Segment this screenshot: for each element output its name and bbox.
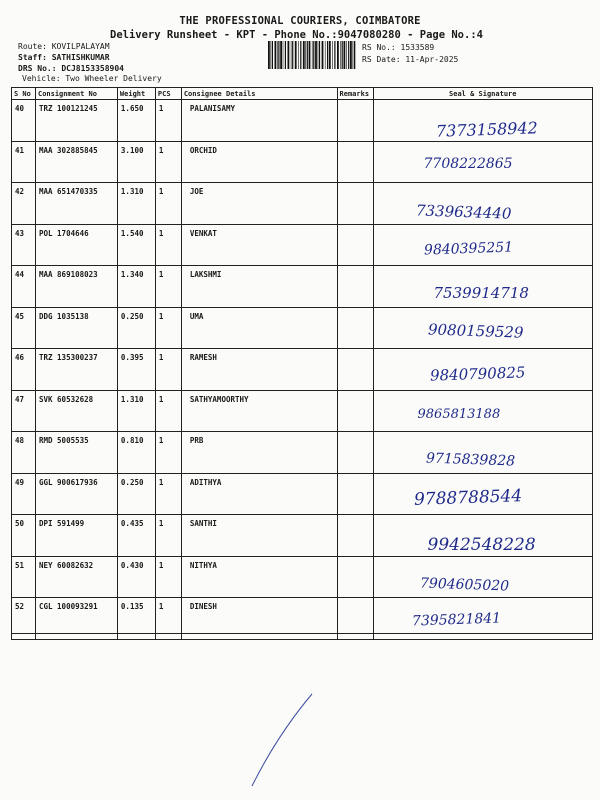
row-remarks [337, 556, 373, 598]
row-consignment: SVK 60532628 [35, 390, 117, 432]
row-weight: 1.340 [117, 266, 155, 308]
row-consignment: MAA 869108023 [35, 266, 117, 308]
row-remarks [337, 266, 373, 308]
handwritten-signature: 9080159529 [427, 319, 524, 342]
row-signature-cell [373, 141, 592, 183]
row-pcs: 1 [155, 598, 181, 640]
row-remarks [337, 390, 373, 432]
handwritten-signature: 7708222865 [423, 155, 513, 172]
table-row [12, 349, 593, 391]
drs-label: DRS No.: DCJ8153358904 [18, 64, 124, 73]
row-weight: 1.310 [117, 183, 155, 225]
row-consignee: LAKSHMI [181, 266, 337, 308]
row-consignment: TRZ 100121245 [35, 100, 117, 142]
row-signature-cell [373, 349, 592, 391]
row-remarks [337, 183, 373, 225]
col-pcs: PCS [155, 88, 181, 100]
table-bottom-rule [11, 633, 593, 634]
col-consignment: Consignment No [35, 88, 117, 100]
row-remarks [337, 224, 373, 266]
col-signature: Seal & Signature [373, 88, 592, 100]
sheet-title: THE PROFESSIONAL COURIERS, COIMBATORE [179, 15, 421, 27]
handwritten-signature: 7539914718 [433, 284, 529, 302]
row-pcs: 1 [155, 556, 181, 598]
row-signature-cell [373, 266, 592, 308]
row-pcs: 1 [155, 390, 181, 432]
row-sno: 46 [12, 349, 36, 391]
row-weight: 1.310 [117, 390, 155, 432]
table-row [12, 432, 593, 474]
row-pcs: 1 [155, 224, 181, 266]
row-sno: 42 [12, 183, 36, 225]
row-sno: 52 [12, 598, 36, 640]
delivery-table [11, 87, 593, 640]
row-consignment: NEY 60082632 [35, 556, 117, 598]
sheet-subtitle: Delivery Runsheet - KPT - Phone No.:9047080280 - Page No.:4 [110, 29, 483, 41]
handwritten-signature: 7395821841 [411, 610, 501, 630]
table-row [12, 266, 593, 308]
row-pcs: 1 [155, 266, 181, 308]
row-consignee: VENKAT [181, 224, 337, 266]
handwritten-signature: 9865813188 [417, 406, 501, 422]
handwritten-signature: 7339634440 [415, 201, 512, 223]
row-consignment: DDG 1035138 [35, 307, 117, 349]
row-weight: 0.135 [117, 598, 155, 640]
row-remarks [337, 100, 373, 142]
col-weight: Weight [117, 88, 155, 100]
row-sno: 45 [12, 307, 36, 349]
row-consignee: JOE [181, 183, 337, 225]
row-remarks [337, 349, 373, 391]
table-row [12, 473, 593, 515]
row-consignee: RAMESH [181, 349, 337, 391]
vehicle-label: Vehicle: Two Wheeler Delivery [22, 74, 162, 83]
row-consignment: GGL 900617936 [35, 473, 117, 515]
row-pcs: 1 [155, 183, 181, 225]
row-signature-cell [373, 556, 592, 598]
row-pcs: 1 [155, 141, 181, 183]
table-row [12, 100, 593, 142]
pen-mark [240, 690, 320, 790]
row-sno: 51 [12, 556, 36, 598]
staff-label: Staff: SATHISHKUMAR [18, 53, 110, 62]
handwritten-signature: 9840395251 [423, 238, 513, 259]
row-pcs: 1 [155, 515, 181, 557]
row-remarks [337, 432, 373, 474]
row-sno: 50 [12, 515, 36, 557]
table-row [12, 224, 593, 266]
row-consignee: ADITHYA [181, 473, 337, 515]
handwritten-signature: 7904605020 [419, 574, 509, 595]
table-row [12, 307, 593, 349]
row-weight: 0.395 [117, 349, 155, 391]
row-signature-cell [373, 515, 592, 557]
row-sno: 40 [12, 100, 36, 142]
table-row [12, 515, 593, 557]
row-consignment: MAA 302885845 [35, 141, 117, 183]
table-row [12, 183, 593, 225]
row-weight: 3.100 [117, 141, 155, 183]
handwritten-signature: 9942548228 [427, 535, 536, 555]
handwritten-signature: 9788788544 [413, 485, 523, 510]
row-consignment: RMD 5005535 [35, 432, 117, 474]
row-sno: 43 [12, 224, 36, 266]
row-weight: 0.430 [117, 556, 155, 598]
row-consignment: MAA 651470335 [35, 183, 117, 225]
row-sno: 49 [12, 473, 36, 515]
row-sno: 41 [12, 141, 36, 183]
row-sno: 47 [12, 390, 36, 432]
row-consignee: PRB [181, 432, 337, 474]
handwritten-signature: 9715839828 [425, 450, 515, 470]
row-weight: 0.250 [117, 307, 155, 349]
row-pcs: 1 [155, 307, 181, 349]
table-header-row [12, 88, 593, 100]
row-weight: 0.810 [117, 432, 155, 474]
row-consignee: SATHYAMOORTHY [181, 390, 337, 432]
row-signature-cell [373, 473, 592, 515]
row-consignment: DPI 591499 [35, 515, 117, 557]
row-weight: 0.250 [117, 473, 155, 515]
row-signature-cell [373, 224, 592, 266]
row-pcs: 1 [155, 473, 181, 515]
rs-date: RS Date: 11-Apr-2025 [362, 55, 459, 64]
row-signature-cell [373, 307, 592, 349]
row-signature-cell [373, 100, 592, 142]
rs-number: RS No.: 1533589 [362, 43, 435, 52]
row-pcs: 1 [155, 100, 181, 142]
row-consignee: DINESH [181, 598, 337, 640]
row-signature-cell [373, 183, 592, 225]
row-consignee: SANTHI [181, 515, 337, 557]
row-weight: 0.435 [117, 515, 155, 557]
row-sno: 44 [12, 266, 36, 308]
row-consignment: POL 1704646 [35, 224, 117, 266]
route-label: Route: KOVILPALAYAM [18, 42, 110, 51]
row-consignee: ORCHID [181, 141, 337, 183]
row-consignee: UMA [181, 307, 337, 349]
row-pcs: 1 [155, 432, 181, 474]
row-remarks [337, 515, 373, 557]
row-remarks [337, 473, 373, 515]
row-weight: 1.650 [117, 100, 155, 142]
table-row [12, 556, 593, 598]
row-remarks [337, 307, 373, 349]
row-signature-cell [373, 390, 592, 432]
row-consignment: CGL 100093291 [35, 598, 117, 640]
row-signature-cell [373, 432, 592, 474]
table-row [12, 141, 593, 183]
barcode-image [268, 41, 356, 69]
row-pcs: 1 [155, 349, 181, 391]
col-sno: S No [12, 88, 36, 100]
handwritten-signature: 7373158942 [435, 118, 538, 141]
handwritten-signature: 9840790825 [429, 363, 526, 385]
row-consignee: PALANISAMY [181, 100, 337, 142]
row-consignment: TRZ 135300237 [35, 349, 117, 391]
table-row [12, 390, 593, 432]
col-remarks: Remarks [337, 88, 373, 100]
col-consignee: Consignee Details [181, 88, 337, 100]
row-sno: 48 [12, 432, 36, 474]
row-consignee: NITHYA [181, 556, 337, 598]
row-remarks [337, 141, 373, 183]
row-weight: 1.540 [117, 224, 155, 266]
